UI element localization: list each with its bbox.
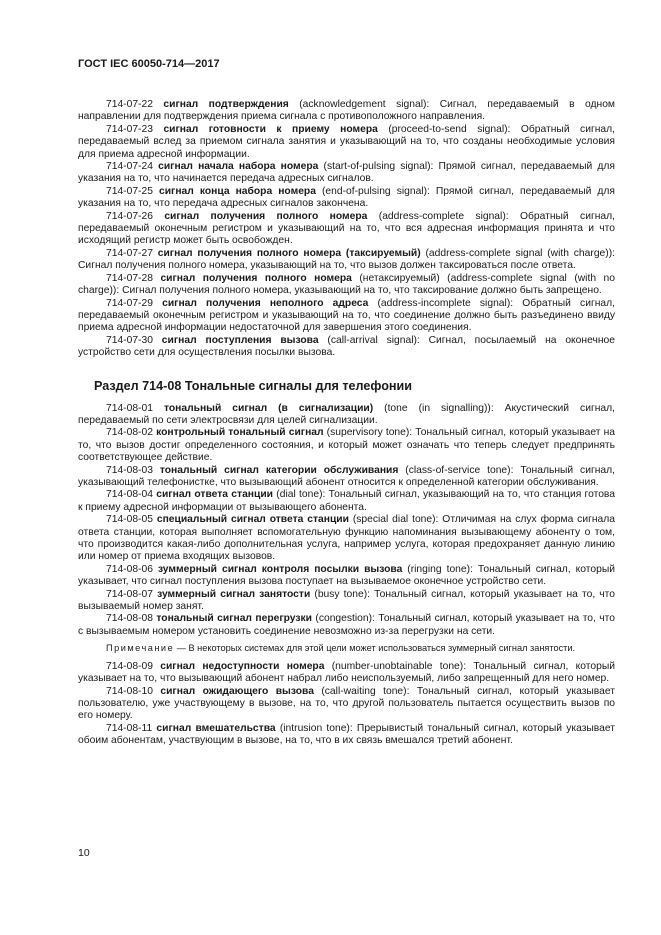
term-title: сигнал получения полного номера (таксируемый) bbox=[157, 247, 421, 259]
section-title: Раздел 714-08 Тональные сигналы для телефонии bbox=[94, 378, 413, 393]
term-entry: 714-07-23 сигнал готовности к приему номера (proceed-to-send signal): Обратный сигнал, передаваемый вслед за приемом сигнала занятия и указывающий на то, что созданы необходимые условия для приема адресной информации. bbox=[78, 123, 615, 160]
term-entry: 714-08-08 тональный сигнал перегрузки (congestion): Тональный сигнал, который указывает на то, что с вызываемым номером установить соединение невозможно из-за перегрузки на сети. bbox=[78, 613, 615, 637]
term-entry: 714-08-04 сигнал ответа станции (dial tone): Тональный сигнал, указывающий на то, что станция готова к приему адресной информации от вызывающего абонента. bbox=[78, 489, 615, 513]
term-entry: 714-08-09 сигнал недоступности номера (number-unobtainable tone): Тональный сигнал, который указывает на то, что вызывающий абонент набрал либо неиспользуемый, либо запрещенный для него номер. bbox=[78, 660, 615, 685]
term-title: тональный сигнал категории обслуживания bbox=[159, 464, 399, 476]
term-title: контрольный тональный сигнал bbox=[156, 427, 324, 439]
note-text: — В некоторых системах для этой цели может использоваться зуммерный сигнал занятости. bbox=[174, 643, 576, 654]
term-title: сигнал готовности к приему номера bbox=[163, 123, 378, 135]
term-entry: 714-08-03 тональный сигнал категории обслуживания (class-of-service tone): Тональный сигнал, указывающий телефонистке, что вызывающий абонент относится к определенной категории обслуживания. bbox=[78, 464, 615, 488]
term-entry: 714-08-05 специальный сигнал ответа станции (special dial tone): Отличимая на слух форма сигнала ответа станции, которая выполняет вспомогательную функцию напоминания вызывающему абоненту о том, что производится какая-либо дополнительная услуга, например услуга, которая предохраняет данную линию или номер от приема входящих вызовов. bbox=[78, 514, 615, 563]
term-entry: 714-07-30 сигнал поступления вызова (call-arrival signal): Сигнал, посылаемый на оконечное устройство сети для осуществления посылки вызова. bbox=[78, 334, 615, 359]
standard-header: ГОСТ IEC 60050-714—2017 bbox=[78, 58, 220, 70]
term-title: тональный сигнал перегрузки bbox=[156, 613, 312, 625]
term-entry: 714-07-22 сигнал подтверждения (acknowledgement signal): Сигнал, передаваемый в одном направлении для подтверждения приема сигнала с противоположного направления. bbox=[78, 99, 615, 123]
term-title: сигнал недоступности номера bbox=[160, 660, 325, 672]
term-entry: 714-08-02 контрольный тональный сигнал (supervisory tone): Тональный сигнал, который указывает на то, что вызов достиг определенного состояния, и который может означать что теперь следует предпринять соответствующее действие. bbox=[78, 427, 615, 464]
note-label: Примечание bbox=[106, 643, 175, 654]
term-entry: 714-08-06 зуммерный сигнал контроля посылки вызова (ringing tone): Тональный сигнал, который указывает, что сигнал поступления вызова поступает на вызываемое оконечное устройство сети. bbox=[78, 563, 615, 588]
term-title: сигнал конца набора номера bbox=[158, 185, 316, 197]
term-title: сигнал подтверждения bbox=[163, 99, 289, 110]
term-title: сигнал поступления вызова bbox=[161, 334, 319, 346]
term-title: зуммерный сигнал контроля посылки вызова bbox=[157, 563, 403, 575]
term-entry: 714-07-29 сигнал получения неполного адреса (address-incomplete signal): Обратный сигнал, передаваемый оконечным регистром и указывающий на то, что соединение должно быть разъединено ввиду приема адресной информации недостаточной для завершения этого соединения. bbox=[78, 297, 615, 334]
term-entry: 714-07-25 сигнал конца набора номера (end-of-pulsing signal): Прямой сигнал, передаваемый для указания на то, что передача адресных сигналов закончена. bbox=[78, 185, 615, 210]
term-title: сигнал ожидающего вызова bbox=[160, 685, 314, 697]
term-title: сигнал получения полного номера bbox=[160, 272, 352, 284]
term-entry: 714-08-11 сигнал вмешательства (intrusion tone): Прерывистый тональный сигнал, который указывает обоим абонентам, участвующим в вызове, на то, что в их связь вмешался третий абонент. bbox=[78, 722, 615, 747]
term-title: сигнал получения неполного адреса bbox=[162, 297, 369, 309]
term-entry: 714-07-28 сигнал получения полного номера (нетаксируемый) (address-complete signal (with no charge)): Сигнал получения полного номера, указывающий на то, что таксирование должно быть запрещено. bbox=[78, 272, 615, 297]
term-entry: 714-07-27 сигнал получения полного номера (таксируемый) (address-complete signal (with charge)): Сигнал получения полного номера, указывающий на то, что вызов должен таксироваться после ответа. bbox=[78, 247, 615, 272]
term-title: зуммерный сигнал занятости bbox=[157, 588, 311, 600]
note bbox=[78, 643, 615, 655]
term-title: сигнал начала набора номера bbox=[158, 161, 319, 173]
term-entry: 714-07-26 сигнал получения полного номера (address-complete signal): Обратный сигнал, передаваемый оконечным регистром и указывающий на то, что вся адресная информация принята и что исходящий регистр может быть освобожден. bbox=[78, 210, 615, 247]
entries-group-a bbox=[78, 99, 615, 360]
term-entry: 714-07-24 сигнал начала набора номера (start-of-pulsing signal): Прямой сигнал, передаваемый для указания на то, что начинается передача адресных сигналов. bbox=[78, 161, 615, 185]
term-title: сигнал вмешательства bbox=[156, 722, 276, 734]
entries-group-b bbox=[78, 403, 615, 639]
term-entry: 714-08-01 тональный сигнал (в сигнализации) (tone (in signalling)): Акустический сигнал, передаваемый по сети электросвязи для целей сигнализации. bbox=[78, 402, 615, 426]
term-title: сигнал ответа станции bbox=[156, 489, 274, 501]
page-number: 10 bbox=[78, 847, 90, 859]
term-title: специальный сигнал ответа станции bbox=[156, 514, 349, 526]
term-title: тональный сигнал (в сигнализации) bbox=[163, 402, 374, 414]
term-entry: 714-08-10 сигнал ожидающего вызова (call-waiting tone): Тональный сигнал, который указывает пользователю, уже участвующему в вызове, на то, что другой пользователь пытается осуществить вызов по его номеру. bbox=[78, 685, 615, 722]
entries-group-c bbox=[78, 661, 615, 748]
term-entry: 714-08-07 зуммерный сигнал занятости (busy tone): Тональный сигнал, который указывает на то, что вызываемый номер занят. bbox=[78, 588, 615, 613]
term-title: сигнал получения полного номера bbox=[164, 210, 368, 222]
